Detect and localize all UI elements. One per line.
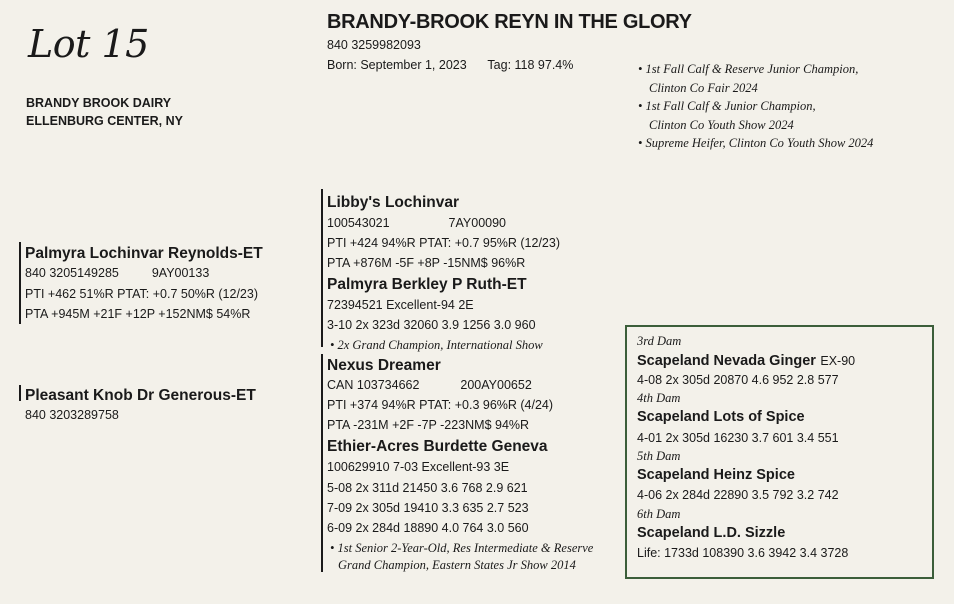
dam-dam-registration: 100629910 7-03 Excellent-93 3E [327, 460, 510, 474]
dam-name-text: Scapeland Lots of Spice [637, 409, 805, 425]
dam-name-text: Scapeland Nevada Ginger [637, 353, 816, 369]
consignor-location: ELLENBURG CENTER, NY [26, 114, 183, 128]
dam-dam-name: Ethier-Acres Burdette Geneva [327, 438, 548, 455]
sire-name: Palmyra Lochinvar Reynolds-ET [25, 245, 263, 262]
dam-sire-code: 200AY00652 [460, 378, 532, 392]
sire-pta: PTA +945M +21F +12P +152NM$ 54%R [25, 307, 251, 321]
dam-sire-pta: PTA -231M +2F -7P -223NM$ 94%R [327, 418, 530, 432]
dam-record: 4-01 2x 305d 16230 3.7 601 3.4 551 [637, 431, 839, 445]
animal-registration: 840 3259982093 [327, 38, 421, 52]
award-line: • 1st Fall Calf & Junior Champion, [638, 99, 816, 113]
dam-side-bracket [321, 354, 323, 572]
award-line: Clinton Co Youth Show 2024 [649, 117, 794, 132]
dam-name-text: Scapeland Heinz Spice [637, 467, 795, 483]
consignor [26, 94, 183, 130]
sire-side-bracket [321, 189, 323, 347]
sire-sire-pta: PTA +876M -5F +8P -15NM$ 96%R [327, 256, 526, 270]
dam-dam-note: • 1st Senior 2-Year-Old, Res Intermediate & Reserve [330, 541, 594, 555]
award-line: Clinton Co Fair 2024 [649, 80, 758, 95]
sire-sire-code: 7AY00090 [448, 216, 507, 230]
sire-dam-note: • 2x Grand Champion, International Show [330, 338, 543, 352]
born-date: Born: September 1, 2023 [327, 58, 467, 72]
awards-list [638, 60, 873, 153]
sire-dam-name: Palmyra Berkley P Ruth-ET [327, 276, 527, 293]
animal-name: BRANDY-BROOK REYN IN THE GLORY [327, 11, 692, 33]
sire-sire-reg: 100543021 [327, 216, 390, 230]
sire-dam-record: 3-10 2x 323d 32060 3.9 1256 3.0 960 [327, 318, 536, 332]
award-line: • Supreme Heifer, Clinton Co Youth Show 2024 [638, 136, 874, 150]
sire-sire-registration [327, 216, 506, 230]
award-line: • 1st Fall Calf & Reserve Junior Champion, [638, 62, 859, 76]
dam-dam-note: Grand Champion, Eastern States Jr Show 2014 [338, 558, 576, 572]
dam-score: EX-90 [820, 354, 856, 368]
dam-dam-record: 6-09 2x 284d 18890 4.0 764 3.0 560 [327, 521, 529, 535]
tag-info: Tag: 118 97.4% [487, 58, 574, 72]
sire-sire-name: Libby's Lochinvar [327, 194, 460, 211]
dam-record: 4-06 2x 284d 22890 3.5 792 3.2 742 [637, 488, 839, 502]
dam-sire-reg: CAN 103734662 [327, 378, 420, 392]
dam-label: 6th Dam [637, 507, 681, 521]
dam-label: 4th Dam [637, 391, 681, 405]
dam-label: 5th Dam [637, 449, 681, 463]
sire-sire-pti: PTI +424 94%R PTAT: +0.7 95%R (12/23) [327, 236, 560, 250]
consignor-name: BRANDY BROOK DAIRY [26, 96, 172, 110]
animal-born [327, 58, 573, 72]
dam-name: Pleasant Knob Dr Generous-ET [25, 387, 256, 404]
sire-pti: PTI +462 51%R PTAT: +0.7 50%R (12/23) [25, 287, 258, 301]
dam-sire-name: Nexus Dreamer [327, 357, 441, 374]
dam-dam-record: 5-08 2x 311d 21450 3.6 768 2.9 621 [327, 481, 528, 495]
sire-code: 9AY00133 [151, 266, 210, 280]
dam-registration: 840 3203289758 [25, 408, 119, 422]
dam-label: 3rd Dam [637, 334, 682, 348]
dam-sire-registration [327, 378, 532, 392]
dam-sire-pti: PTI +374 94%R PTAT: +0.3 96%R (4/24) [327, 398, 554, 412]
sire-dam-registration: 72394521 Excellent-94 2E [327, 298, 474, 312]
dam-bracket [19, 385, 21, 401]
dam-dam-record: 7-09 2x 305d 19410 3.3 635 2.7 523 [327, 501, 529, 515]
dam-record: Life: 1733d 108390 3.6 3942 3.4 3728 [637, 546, 849, 560]
sire-registration [25, 266, 209, 280]
sire-reg: 840 3205149285 [25, 266, 119, 280]
lot-number: Lot 15 [28, 22, 149, 66]
dam-entry-name [637, 352, 855, 370]
dam-record: 4-08 2x 305d 20870 4.6 952 2.8 577 [637, 373, 839, 387]
sire-bracket [19, 242, 21, 324]
dam-name-text: Scapeland L.D. Sizzle [637, 525, 786, 541]
